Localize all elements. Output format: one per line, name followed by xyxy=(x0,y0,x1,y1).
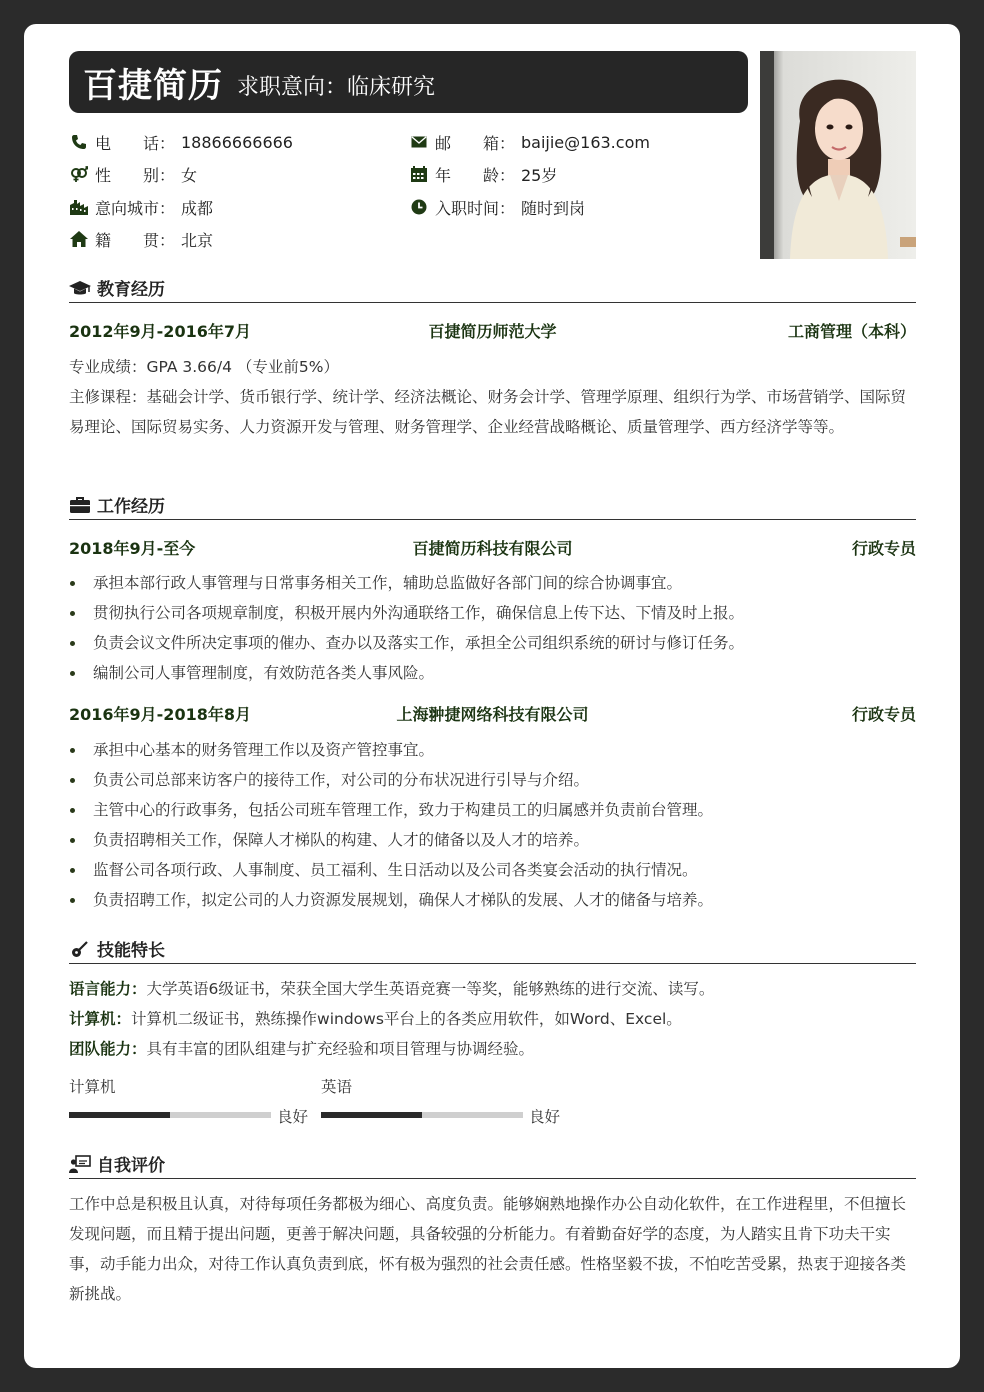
info-value: 北京 xyxy=(181,230,214,250)
job-intent: 求职意向：临床研究 xyxy=(237,74,436,100)
job-duties xyxy=(69,735,916,915)
info-label: 籍 贯： xyxy=(95,230,176,250)
skill-bar-name: 英语 xyxy=(321,1078,353,1096)
skill-text: 大学英语6级证书，荣获全国大学生英语竞赛一等奖，能够熟练的进行交流、读写。 xyxy=(146,980,715,998)
skills-section-header xyxy=(69,934,916,964)
calendar-icon xyxy=(409,165,429,183)
education-gpa: 专业成绩：GPA 3.66/4 （专业前5%） xyxy=(69,358,340,376)
list-item: 负责招聘工作，拟定公司的人力资源发展规划，确保人才梯队的发展、人才的储备与培养。 xyxy=(69,885,916,915)
info-value: 成都 xyxy=(181,198,214,218)
skill-bar-name: 计算机 xyxy=(69,1078,116,1096)
skill-bar-fill xyxy=(321,1112,422,1118)
info-phone xyxy=(69,128,293,156)
info-label: 年 龄： xyxy=(435,165,516,185)
info-label: 邮 箱： xyxy=(435,133,516,153)
job-company: 百捷简历科技有限公司 xyxy=(412,539,573,558)
work-section-header xyxy=(69,490,916,520)
info-value: 随时到岗 xyxy=(521,198,586,218)
skill-bar-level: 良好 xyxy=(277,1108,309,1126)
presenter-icon xyxy=(69,1154,91,1174)
guitar-icon xyxy=(69,939,91,959)
home-icon xyxy=(69,230,89,248)
skill-bar-fill xyxy=(69,1112,170,1118)
clock-icon xyxy=(409,198,429,216)
resume-name: 百捷简历 xyxy=(83,65,223,106)
info-value: 女 xyxy=(181,165,198,185)
info-label: 入职时间： xyxy=(435,198,516,218)
skill-bar-track xyxy=(321,1112,523,1118)
briefcase-icon xyxy=(69,495,91,515)
job-role: 行政专员 xyxy=(851,705,916,724)
education-section-header xyxy=(69,273,916,303)
info-label: 电 话： xyxy=(95,133,176,153)
info-email xyxy=(409,128,650,156)
education-major: 工商管理（本科） xyxy=(787,322,916,341)
skill-computer xyxy=(69,1004,916,1034)
job-company: 上海翀捷网络科技有限公司 xyxy=(396,705,589,724)
gender-icon xyxy=(69,165,89,183)
info-origin xyxy=(69,225,213,253)
info-gender xyxy=(69,160,197,188)
skill-language xyxy=(69,974,916,1004)
section-title: 技能特长 xyxy=(97,941,165,961)
job-row xyxy=(69,536,916,562)
info-value: 25岁 xyxy=(521,165,558,185)
skill-bar-track xyxy=(69,1112,271,1118)
education-row xyxy=(69,319,916,345)
skill-bar-level: 良好 xyxy=(529,1108,561,1126)
list-item: 主管中心的行政事务，包括公司班车管理工作，致力于构建员工的归属感并负责前台管理。 xyxy=(69,795,916,825)
skill-label: 团队能力： xyxy=(69,1040,147,1058)
info-label: 性 别： xyxy=(95,165,176,185)
profile-photo xyxy=(760,51,916,259)
header-banner xyxy=(69,51,748,113)
resume-page xyxy=(24,24,960,1368)
skill-label: 语言能力： xyxy=(69,980,147,998)
skill-text: 计算机二级证书，熟练操作windows平台上的各类应用软件，如Word、Excel。 xyxy=(131,1010,682,1028)
list-item: 负责公司总部来访客户的接待工作，对公司的分布状况进行引导与介绍。 xyxy=(69,765,916,795)
section-title: 自我评价 xyxy=(97,1156,165,1176)
mail-icon xyxy=(409,133,429,151)
info-label: 意向城市： xyxy=(95,198,176,218)
skill-text: 具有丰富的团队组建与扩充经验和项目管理与协调经验。 xyxy=(146,1040,535,1058)
phone-icon xyxy=(69,133,89,151)
info-city xyxy=(69,193,213,221)
job-period: 2018年9月-至今 xyxy=(69,539,196,558)
job-role: 行政专员 xyxy=(851,539,916,558)
education-courses: 主修课程：基础会计学、货币银行学、统计学、经济法概论、财务会计学、管理学原理、组织行为学、市场营销学、国际贸易理论、国际贸易实务、人力资源开发与管理、财务管理学、企业经营战略概论、质量管理学、西方经济学等等。 xyxy=(69,388,907,436)
list-item: 监督公司各项行政、人事制度、员工福利、生日活动以及公司各类宴会活动的执行情况。 xyxy=(69,855,916,885)
self-eval-section-header xyxy=(69,1149,916,1179)
info-value: 18866666666 xyxy=(181,132,293,152)
list-item: 负责招聘相关工作，保障人才梯队的构建、人才的储备以及人才的培养。 xyxy=(69,825,916,855)
list-item: 承担中心基本的财务管理工作以及资产管控事宜。 xyxy=(69,735,916,765)
self-eval-text: 工作中总是积极且认真，对待每项任务都极为细心、高度负责。能够娴熟地操作办公自动化软件，在工作进程里，不但擅长发现问题，而且精于提出问题，更善于解决问题，具备较强的分析能力。有着勤奋好学的态度，为人踏实且肯下功夫干实事，动手能力出众，对待工作认真负责到底，怀有极为强烈的社会责任感。性格坚毅不拔，不怕吃苦受累，热衷于迎接各类新挑战。 xyxy=(69,1195,907,1303)
info-value: baijie@163.com xyxy=(521,132,650,152)
list-item: 承担本部行政人事管理与日常事务相关工作，辅助总监做好各部门间的综合协调事宜。 xyxy=(69,568,916,598)
list-item: 贯彻执行公司各项规章制度，积极开展内外沟通联络工作，确保信息上传下达、下情及时上报。 xyxy=(69,598,916,628)
job-row xyxy=(69,702,916,728)
graduation-cap-icon xyxy=(69,278,91,298)
city-icon xyxy=(69,198,89,216)
job-period: 2016年9月-2018年8月 xyxy=(69,705,251,724)
education-school: 百捷简历师范大学 xyxy=(428,322,557,341)
education-period: 2012年9月-2016年7月 xyxy=(69,322,251,341)
section-title: 工作经历 xyxy=(97,497,165,517)
list-item: 负责会议文件所决定事项的催办、查办以及落实工作，承担全公司组织系统的研讨与修订任务。 xyxy=(69,628,916,658)
skill-team xyxy=(69,1034,916,1064)
list-item: 编制公司人事管理制度，有效防范各类人事风险。 xyxy=(69,658,916,688)
info-start xyxy=(409,193,585,221)
section-title: 教育经历 xyxy=(97,280,165,300)
info-age xyxy=(409,160,557,188)
skill-label: 计算机： xyxy=(69,1010,132,1028)
job-duties xyxy=(69,568,916,688)
